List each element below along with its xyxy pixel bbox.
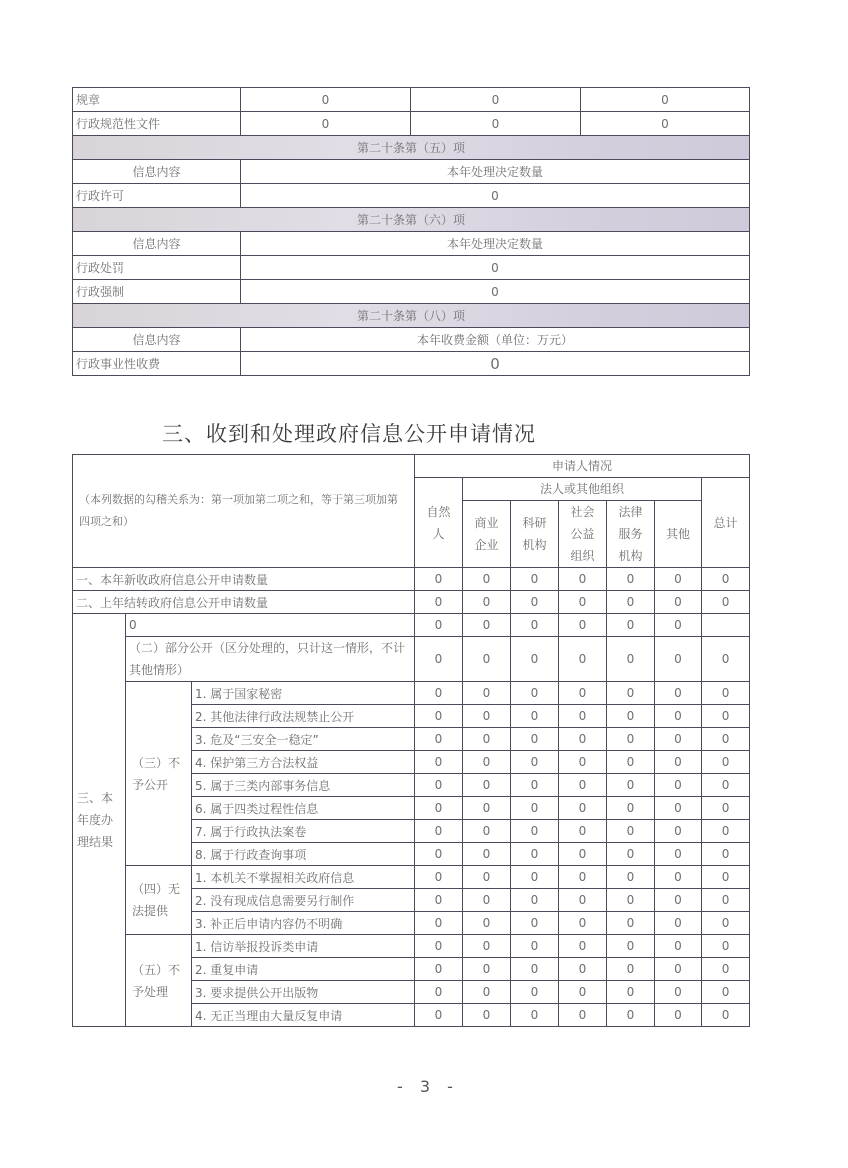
value-cell: 0: [511, 568, 559, 591]
value-cell: 0: [415, 682, 463, 705]
value-cell: 0: [655, 705, 702, 728]
value-cell: 0: [607, 682, 655, 705]
value-cell: 0: [702, 958, 750, 981]
value-cell: 0: [511, 728, 559, 751]
row-value: 0: [241, 112, 411, 136]
value-cell: 0: [463, 568, 511, 591]
row-label: 二、上年结转政府信息公开申请数量: [73, 591, 415, 614]
value-cell: 0: [415, 912, 463, 935]
value-cell: 0: [463, 637, 511, 682]
value-cell: 0: [607, 820, 655, 843]
value-cell: 0: [463, 958, 511, 981]
result-group-label: 三、本年度办理结果: [73, 614, 126, 1027]
value-cell: 0: [607, 751, 655, 774]
table-row: [73, 568, 750, 591]
value-cell: 0: [607, 591, 655, 614]
value-cell: 0: [511, 1004, 559, 1027]
group-label: （三）不予公开: [126, 682, 192, 866]
row-label: 行政事业性收费: [73, 352, 241, 376]
header-label: 信息内容: [73, 160, 241, 184]
value-cell: 0: [607, 889, 655, 912]
section-band-label: 第二十条第（六）项: [73, 208, 750, 232]
value-cell: 0: [559, 912, 607, 935]
value-cell: 0: [607, 843, 655, 866]
value-cell: 0: [559, 843, 607, 866]
value-cell: 0: [702, 682, 750, 705]
group-label: （四）无法提供: [126, 866, 192, 935]
value-cell: 0: [607, 614, 655, 637]
value-cell: 0: [415, 797, 463, 820]
value-cell: 0: [607, 728, 655, 751]
row-value: 0: [241, 352, 750, 376]
value-cell: 0: [463, 591, 511, 614]
value-cell: 0: [463, 889, 511, 912]
value-cell: 0: [655, 637, 702, 682]
value-cell: 0: [511, 820, 559, 843]
table-row: [73, 682, 750, 705]
application-handling-table: [72, 454, 750, 1027]
table-row: [73, 935, 750, 958]
value-cell: 0: [655, 797, 702, 820]
value-cell: 0: [607, 866, 655, 889]
row-label: 规章: [73, 88, 241, 112]
value-cell: 0: [559, 889, 607, 912]
value-cell: 0: [463, 774, 511, 797]
value-cell: 0: [655, 751, 702, 774]
value-cell: 0: [463, 912, 511, 935]
value-cell: 0: [655, 682, 702, 705]
value-cell: 0: [607, 958, 655, 981]
value-cell: 0: [559, 682, 607, 705]
value-cell: 0: [511, 682, 559, 705]
value-cell: 0: [511, 614, 559, 637]
value-cell: 0: [511, 774, 559, 797]
value-cell: 0: [511, 981, 559, 1004]
item-label: 2. 其他法律行政法规禁止公开: [192, 705, 415, 728]
header-value: 本年收费金额（单位：万元）: [241, 328, 750, 352]
value-cell: 0: [655, 728, 702, 751]
item-label: 8. 属于行政查询事项: [192, 843, 415, 866]
value-cell: 0: [655, 820, 702, 843]
value-cell: 0: [415, 981, 463, 1004]
value-cell: 0: [463, 820, 511, 843]
value-cell: 0: [463, 614, 511, 637]
value-cell: 0: [415, 614, 463, 637]
value-cell: 0: [415, 866, 463, 889]
section-header: [73, 160, 750, 184]
value-cell: 0: [655, 958, 702, 981]
value-cell: 0: [655, 591, 702, 614]
section-band-label: 第二十条第（八）项: [73, 304, 750, 328]
value-cell: 0: [415, 705, 463, 728]
row-value: 0: [411, 88, 581, 112]
item-label: 2. 重复申请: [192, 958, 415, 981]
value-cell: 0: [559, 637, 607, 682]
value-cell: 0: [702, 843, 750, 866]
value-cell: 0: [559, 614, 607, 637]
row-value: 0: [581, 112, 750, 136]
value-cell: 0: [702, 728, 750, 751]
item-label: 3. 危及“三安全一稳定”: [192, 728, 415, 751]
value-cell: 0: [559, 866, 607, 889]
value-cell: 0: [559, 751, 607, 774]
value-cell: 0: [655, 774, 702, 797]
org-column-header: 商业企业: [463, 501, 511, 568]
value-cell: 0: [655, 1004, 702, 1027]
value-cell: 0: [463, 682, 511, 705]
value-cell: 0: [655, 935, 702, 958]
section-band-label: 第二十条第（五）项: [73, 136, 750, 160]
group-label: （五）不予处理: [126, 935, 192, 1027]
value-cell: 0: [415, 1004, 463, 1027]
section-title: 三、收到和处理政府信息公开申请情况: [162, 422, 536, 446]
section-band: [73, 208, 750, 232]
item-label: 4. 无正当理由大量反复申请: [192, 1004, 415, 1027]
row-label: （二）部分公开（区分处理的，只计这一情形，不计其他情形）: [126, 637, 415, 682]
value-cell: 0: [511, 797, 559, 820]
header-label: 信息内容: [73, 232, 241, 256]
header-value: 本年处理决定数量: [241, 232, 750, 256]
table-row: [73, 280, 750, 304]
section-band: [73, 304, 750, 328]
legal-org-header: 法人或其他组织: [463, 478, 702, 501]
row-label: 行政处罚: [73, 256, 241, 280]
value-cell: 0: [511, 751, 559, 774]
section-header: [73, 328, 750, 352]
value-cell: 0: [463, 751, 511, 774]
value-cell: 0: [463, 866, 511, 889]
value-cell: 0: [655, 843, 702, 866]
table-row: [73, 256, 750, 280]
value-cell: 0: [607, 912, 655, 935]
row-label: 行政强制: [73, 280, 241, 304]
value-cell: 0: [559, 797, 607, 820]
disclosure-summary-table: [72, 87, 750, 376]
row-label: 0: [126, 614, 415, 637]
value-cell: 0: [702, 797, 750, 820]
value-cell: 0: [415, 820, 463, 843]
value-cell: [702, 614, 750, 637]
value-cell: 0: [415, 591, 463, 614]
header-label: 信息内容: [73, 328, 241, 352]
value-cell: 0: [559, 591, 607, 614]
item-label: 5. 属于三类内部事务信息: [192, 774, 415, 797]
value-cell: 0: [702, 935, 750, 958]
header-value: 本年处理决定数量: [241, 160, 750, 184]
value-cell: 0: [607, 705, 655, 728]
value-cell: 0: [607, 568, 655, 591]
value-cell: 0: [511, 866, 559, 889]
value-cell: 0: [463, 935, 511, 958]
value-cell: 0: [559, 958, 607, 981]
value-cell: 0: [702, 912, 750, 935]
value-cell: 0: [559, 568, 607, 591]
value-cell: 0: [415, 751, 463, 774]
value-cell: 0: [607, 935, 655, 958]
value-cell: 0: [702, 568, 750, 591]
value-cell: 0: [463, 1004, 511, 1027]
page-number: - 3 -: [397, 1077, 459, 1096]
value-cell: 0: [607, 637, 655, 682]
table-row: [73, 352, 750, 376]
value-cell: 0: [511, 935, 559, 958]
item-label: 1. 本机关不掌握相关政府信息: [192, 866, 415, 889]
applicant-header: 申请人情况: [415, 455, 750, 478]
table-row: [73, 88, 750, 112]
value-cell: 0: [463, 705, 511, 728]
value-cell: 0: [559, 820, 607, 843]
note-cell: （本列数据的勾稽关系为：第一项加第二项之和，等于第三项加第四项之和）: [73, 455, 415, 568]
row-label: 行政许可: [73, 184, 241, 208]
value-cell: 0: [415, 889, 463, 912]
value-cell: 0: [607, 797, 655, 820]
value-cell: 0: [559, 935, 607, 958]
value-cell: 0: [463, 728, 511, 751]
item-label: 6. 属于四类过程性信息: [192, 797, 415, 820]
value-cell: 0: [511, 912, 559, 935]
item-label: 3. 要求提供公开出版物: [192, 981, 415, 1004]
value-cell: 0: [511, 705, 559, 728]
org-column-header: 科研机构: [511, 501, 559, 568]
value-cell: 0: [559, 774, 607, 797]
row-label: 行政规范性文件: [73, 112, 241, 136]
value-cell: 0: [511, 591, 559, 614]
value-cell: 0: [655, 614, 702, 637]
section-band: [73, 136, 750, 160]
item-label: 2. 没有现成信息需要另行制作: [192, 889, 415, 912]
item-label: 1. 信访举报投诉类申请: [192, 935, 415, 958]
value-cell: 0: [415, 637, 463, 682]
value-cell: 0: [415, 958, 463, 981]
value-cell: 0: [702, 981, 750, 1004]
value-cell: 0: [511, 637, 559, 682]
table-row: [73, 614, 750, 637]
value-cell: 0: [511, 889, 559, 912]
table-row: [73, 184, 750, 208]
value-cell: 0: [415, 568, 463, 591]
item-label: 7. 属于行政执法案卷: [192, 820, 415, 843]
value-cell: 0: [655, 981, 702, 1004]
value-cell: 0: [511, 843, 559, 866]
value-cell: 0: [415, 935, 463, 958]
row-value: 0: [241, 88, 411, 112]
value-cell: 0: [702, 774, 750, 797]
section-header: [73, 232, 750, 256]
value-cell: 0: [607, 774, 655, 797]
natural-person-header: 自然人: [415, 478, 463, 568]
item-label: 4. 保护第三方合法权益: [192, 751, 415, 774]
item-label: 1. 属于国家秘密: [192, 682, 415, 705]
table-row: [73, 591, 750, 614]
value-cell: 0: [702, 1004, 750, 1027]
table-row: [73, 866, 750, 889]
value-cell: 0: [607, 981, 655, 1004]
value-cell: 0: [702, 637, 750, 682]
value-cell: 0: [702, 889, 750, 912]
table-row: [73, 637, 750, 682]
value-cell: 0: [702, 751, 750, 774]
value-cell: 0: [655, 912, 702, 935]
table-row: [73, 112, 750, 136]
value-cell: 0: [559, 1004, 607, 1027]
row-value: 0: [581, 88, 750, 112]
org-column-header: 其他: [655, 501, 702, 568]
row-value: 0: [241, 184, 750, 208]
value-cell: 0: [655, 889, 702, 912]
row-label: 一、本年新收政府信息公开申请数量: [73, 568, 415, 591]
value-cell: 0: [559, 728, 607, 751]
value-cell: 0: [702, 591, 750, 614]
org-column-header: 社会公益组织: [559, 501, 607, 568]
value-cell: 0: [463, 797, 511, 820]
org-column-header: 法律服务机构: [607, 501, 655, 568]
value-cell: 0: [702, 705, 750, 728]
value-cell: 0: [415, 774, 463, 797]
value-cell: 0: [415, 843, 463, 866]
value-cell: 0: [463, 981, 511, 1004]
header-row: [73, 455, 750, 478]
row-value: 0: [411, 112, 581, 136]
value-cell: 0: [559, 705, 607, 728]
row-value: 0: [241, 280, 750, 304]
value-cell: 0: [415, 728, 463, 751]
value-cell: 0: [702, 866, 750, 889]
total-header: 总计: [702, 478, 750, 568]
row-value: 0: [241, 256, 750, 280]
value-cell: 0: [702, 820, 750, 843]
value-cell: 0: [607, 1004, 655, 1027]
value-cell: 0: [559, 981, 607, 1004]
value-cell: 0: [511, 958, 559, 981]
value-cell: 0: [463, 843, 511, 866]
value-cell: 0: [655, 568, 702, 591]
item-label: 3. 补正后申请内容仍不明确: [192, 912, 415, 935]
value-cell: 0: [655, 866, 702, 889]
